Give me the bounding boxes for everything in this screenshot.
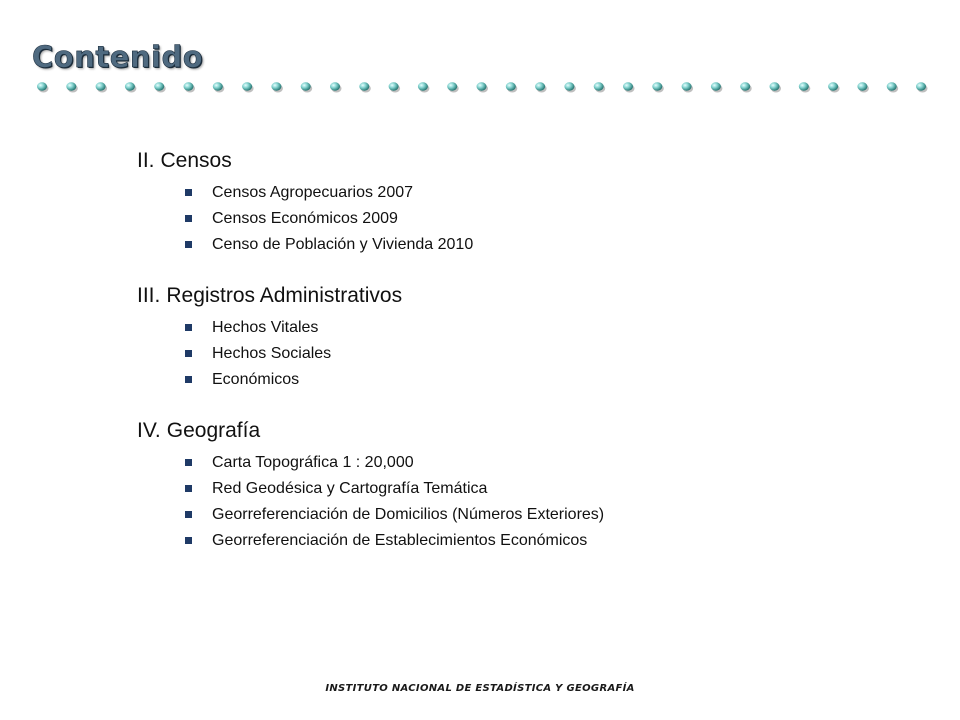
divider-dot bbox=[37, 82, 47, 90]
list-item bbox=[185, 206, 897, 232]
slide-title: Contenido bbox=[32, 40, 204, 74]
section-heading bbox=[137, 416, 897, 446]
list-item-text: Georreferenciación de Domicilios (Números Exteriores) bbox=[212, 506, 605, 523]
section-geografia bbox=[137, 416, 897, 554]
divider-dot bbox=[916, 82, 926, 90]
square-bullet-icon bbox=[185, 485, 192, 492]
divider-dot bbox=[242, 82, 252, 90]
divider-dot bbox=[770, 82, 780, 90]
list-item-text: Censos Económicos 2009 bbox=[212, 210, 398, 227]
list-item bbox=[185, 528, 897, 554]
divider-dot bbox=[711, 82, 721, 90]
divider-dot bbox=[330, 82, 340, 90]
divider-dot bbox=[66, 82, 76, 90]
list-item-text: Hechos Sociales bbox=[212, 345, 332, 362]
divider-dot bbox=[418, 82, 428, 90]
list-item-text: Económicos bbox=[212, 371, 300, 388]
divider-dot bbox=[828, 82, 838, 90]
section-title: Registros Administrativos bbox=[166, 284, 403, 307]
divider-dot bbox=[506, 82, 516, 90]
list-item bbox=[185, 232, 897, 258]
square-bullet-icon bbox=[185, 350, 192, 357]
institution-footer bbox=[0, 683, 960, 694]
list-item-text: Red Geodésica y Cartografía Temática bbox=[212, 480, 488, 497]
divider-dot bbox=[594, 82, 604, 90]
divider-dot bbox=[184, 82, 194, 90]
square-bullet-icon bbox=[185, 215, 192, 222]
section-heading bbox=[137, 146, 897, 176]
divider-dot bbox=[477, 82, 487, 90]
list-item bbox=[185, 450, 897, 476]
divider-dot bbox=[623, 82, 633, 90]
section-censos bbox=[137, 146, 897, 258]
section-number: IV. bbox=[137, 419, 161, 442]
list-item-text: Carta Topográfica 1 : 20,000 bbox=[212, 454, 414, 471]
section-number: II. bbox=[137, 149, 155, 172]
divider-dot bbox=[389, 82, 399, 90]
divider-dot bbox=[799, 82, 809, 90]
section-number: III. bbox=[137, 284, 161, 307]
divider-dot bbox=[740, 82, 750, 90]
section-title: Geografía bbox=[166, 419, 261, 442]
list-item bbox=[185, 315, 897, 341]
section-registros-administrativos bbox=[137, 281, 897, 393]
footer-text: INSTITUTO NACIONAL DE ESTADÍSTICA Y GEOGRAFÍA bbox=[325, 683, 635, 694]
list-item bbox=[185, 180, 897, 206]
divider-dot bbox=[564, 82, 574, 90]
dotted-divider bbox=[32, 79, 932, 95]
divider-dot bbox=[857, 82, 867, 90]
section-heading bbox=[137, 281, 897, 311]
bullet-list bbox=[137, 180, 897, 258]
square-bullet-icon bbox=[185, 459, 192, 466]
divider-dot bbox=[535, 82, 545, 90]
divider-dot bbox=[301, 82, 311, 90]
list-item bbox=[185, 476, 897, 502]
divider-dot bbox=[213, 82, 223, 90]
list-item bbox=[185, 502, 897, 528]
divider-dot bbox=[682, 82, 692, 90]
divider-dot bbox=[359, 82, 369, 90]
square-bullet-icon bbox=[185, 511, 192, 518]
bullet-list bbox=[137, 315, 897, 393]
list-item bbox=[185, 367, 897, 393]
divider-dot bbox=[125, 82, 135, 90]
divider-dot bbox=[447, 82, 457, 90]
section-title: Censos bbox=[160, 149, 232, 172]
square-bullet-icon bbox=[185, 189, 192, 196]
square-bullet-icon bbox=[185, 537, 192, 544]
list-item-text: Georreferenciación de Establecimientos Económicos bbox=[212, 532, 588, 549]
square-bullet-icon bbox=[185, 376, 192, 383]
bullet-list bbox=[137, 450, 897, 554]
divider-dot bbox=[887, 82, 897, 90]
list-item-text: Hechos Vitales bbox=[212, 319, 319, 336]
content-outline bbox=[137, 146, 897, 577]
square-bullet-icon bbox=[185, 324, 192, 331]
divider-dot bbox=[154, 82, 164, 90]
list-item-text: Censos Agropecuarios 2007 bbox=[212, 184, 414, 201]
divider-dot bbox=[652, 82, 662, 90]
list-item bbox=[185, 341, 897, 367]
divider-dot bbox=[96, 82, 106, 90]
list-item-text: Censo de Población y Vivienda 2010 bbox=[212, 236, 474, 253]
square-bullet-icon bbox=[185, 241, 192, 248]
divider-dot bbox=[271, 82, 281, 90]
